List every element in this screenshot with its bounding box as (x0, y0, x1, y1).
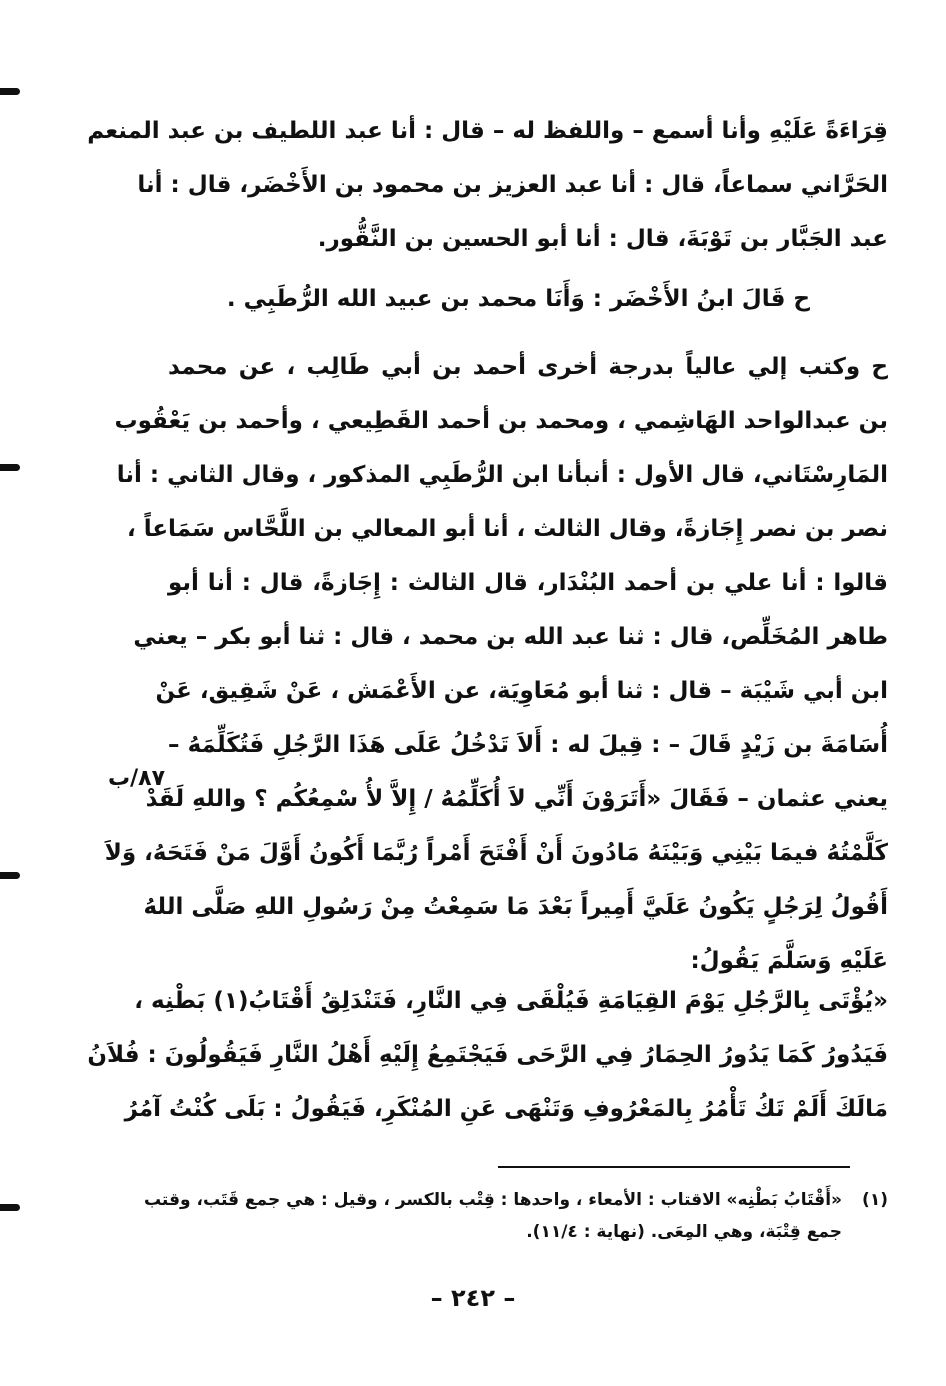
footnote-separator (498, 1166, 850, 1168)
text-line: ح وكتب إلي عالياً بدرجة أخرى أحمد بن أبي طَالِب ، عن محمد (168, 354, 888, 380)
footnote-number: (١) (862, 1190, 888, 1210)
scan-edge-mark (0, 88, 20, 95)
scan-edge-mark (0, 872, 20, 879)
scan-edge-mark (0, 1204, 20, 1211)
text-line: مَالَكَ أَلَمْ تَكُ تَأْمُرُ بِالمَعْرُوفِ وَتَنْهَى عَنِ المُنْكَرِ، فَيَقُولُ : بَلَى كُنْتُ آمُرُ (124, 1096, 888, 1122)
text-line: المَارِسْتَاني، قال الأول : أنبأنا ابن الرُّطَبِي المذكور ، وقال الثاني : أنا (116, 462, 888, 488)
footnote-line (143, 1184, 888, 1216)
text-line: فَيَدُورُ كَمَا يَدُورُ الحِمَارُ فِي الرَّحَى فَيَجْتَمِعُ إِلَيْهِ أَهْلُ النَّارِ فَيَقُولُونَ : فُلاَنُ (87, 1042, 888, 1068)
paragraph-2 (220, 272, 810, 326)
paragraph-1 (87, 104, 888, 266)
text-line: طاهر المُخَلِّص، قال : ثنا عبد الله بن محمد ، قال : ثنا أبو بكر – يعني (133, 624, 888, 650)
scan-edge-mark (0, 464, 20, 471)
text-line: عبد الجَبَّار بن تَوْبَةَ، قال : أنا أبو الحسين بن النَّقُّور. (317, 226, 888, 252)
text-line: قالوا : أنا علي بن أحمد البُنْدَار، قال الثالث : إِجَازةً، قال : أنا أبو (168, 570, 888, 596)
text-line: يعني عثمان – فَقَالَ «أَتَرَوْنَ أَنِّي لاَ أُكَلِّمُهُ / إِلاَّ لأُ سْمِعُكُم ؟ واللهِ لَقَدْ (145, 786, 888, 812)
text-line: أَقُولُ لِرَجُلٍ يَكُونُ عَلَيَّ أَمِيراً بَعْدَ مَا سَمِعْتُ مِنْ رَسُولِ اللهِ صَلَّى اللهُ (143, 894, 888, 920)
text-line: قِرَاءَةً عَلَيْهِ وأنا أسمع – واللفظ له – قال : أنا عبد اللطيف بن عبد المنعم (87, 118, 888, 144)
text-line: عَلَيْهِ وَسَلَّمَ يَقُولُ: (690, 948, 888, 974)
margin-folio-note: ٨٧/ب (108, 766, 166, 791)
footnote-text: «أَقْتَابُ بَطْنِه» الاقتاب : الأمعاء ، واحدها : قِتْب بالكسر ، وقيل : هي جمع قَتَب، وقتب (143, 1190, 842, 1210)
footnote (143, 1184, 888, 1248)
text-line: «يُؤْتَى بِالرَّجُلِ يَوْمَ القِيَامَةِ فَيُلْقَى فِي النَّارِ، فَتَنْدَلِقُ أَقْتَابُ(١) بَطْنِه ، (134, 988, 888, 1014)
text-line: ح قَالَ ابنُ الأَخْضَر : وَأَنَا محمد بن عبيد الله الرُّطَبِي . (226, 286, 810, 312)
text-line: بن عبدالواحد الهَاشِمي ، ومحمد بن أحمد القَطِيعي ، وأحمد بن يَعْقُوب (114, 408, 888, 434)
text-line: ابن أبي شَيْبَة – قال : ثنا أبو مُعَاوِيَة، عن الأَعْمَش ، عَنْ شَقِيق، عَنْ (155, 678, 888, 704)
paragraph-4 (87, 974, 888, 1136)
text-line: الحَرَّاني سماعاً، قال : أنا عبد العزيز بن محمود بن الأَخْضَر، قال : أنا (137, 172, 888, 198)
text-line: أُسَامَةَ بن زَيْدٍ قَالَ – : قِيلَ له : أَلاَ تَدْخُلُ عَلَى هَذَا الرَّجُلِ فَتُكَلِّمَهُ – (168, 732, 888, 758)
footnote-line: جمع قِتْبَة، وهي المِعَى. (نهاية : ١١/٤). (526, 1222, 842, 1242)
text-line: كَلَّمْتُهُ فيمَا بَيْنِي وَبَيْنَهُ مَادُونَ أَنْ أَفْتَحَ أَمْراً رُبَّمَا أَكُونُ أَوَّلَ مَنْ فَتَحَهُ، وَلاَ (104, 840, 888, 866)
text-line: نصر بن نصر إِجَازةً، وقال الثالث ، أنا أبو المعالي بن اللَّحَّاس سَمَاعاً ، (126, 516, 888, 542)
page-number: – ٢٤٢ – (430, 1284, 516, 1312)
